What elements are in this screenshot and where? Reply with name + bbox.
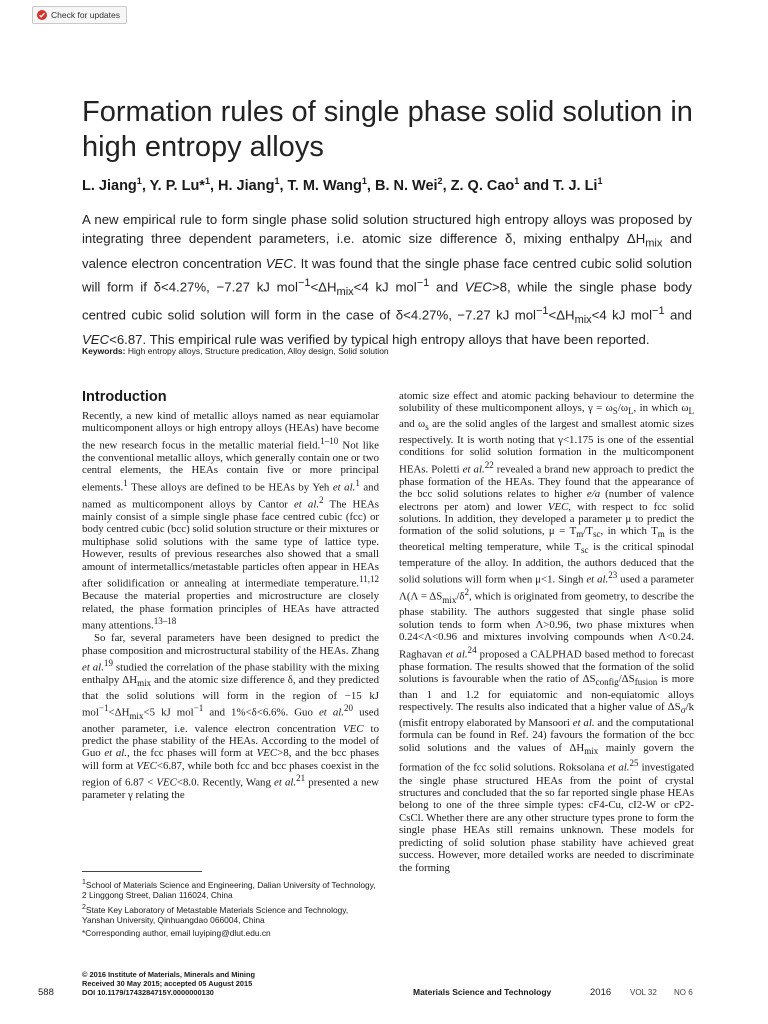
footnote-corresponding-author: *Corresponding author, email luyiping@dlut.edu.cn: [82, 928, 271, 939]
keywords-text: High entropy alloys, Structure predication, Alloy design, Solid solution: [127, 346, 389, 356]
author-name: L. Jiang: [82, 177, 137, 194]
body-column-right: [399, 390, 694, 874]
abstract: A new empirical rule to form single phase solid solution structured high entropy alloys was proposed by integrating three dependent parameters, i.e. atomic size difference δ, mixing enthalpy $\Delta H_{mix}$ and valence electron concentration VEC. It was found that the single phase face centred cubic solid solution will form if δ<4.27%, −7.27 kJ $mol^{-1}<\Delta H_{mix}<4$ kJ mol$^{-1}$ and VEC>8, while the single phase body centred cubic solid solution will form in the case of δ<4.27%, −7.27 kJ $mol^{-1}<\Delta H_{mix}<4$ kJ mol$^{-1}$ and VEC<6.87. This empirical rule was verified by typical high entropy alloys that have been reported.: [82, 212, 693, 348]
section-heading-introduction: Introduction: [82, 389, 167, 405]
author-affiliation-mark: 1: [204, 176, 210, 186]
author-affiliation-mark: 2: [437, 176, 443, 186]
check-for-updates-label: Check for updates: [51, 10, 120, 20]
publication-info: [82, 970, 402, 998]
journal-volume: VOL 32: [630, 988, 657, 997]
author-affiliation-mark: 1: [514, 176, 520, 186]
author-list: L. Jiang$^1$, Y. P. Lu*$^1$, H. Jiang$^1$, T. M. Wang$^1$, B. N. Wei$^2$, Z. Q. Cao$^1$ and T. J. Li$^1$: [82, 176, 603, 194]
check-for-updates-badge[interactable]: [32, 6, 127, 24]
update-check-icon: [37, 10, 47, 20]
author-affiliation-mark: 1: [361, 176, 367, 186]
body-paragraph: atomic size effect and atomic packing behaviour to determine the solubility of these multicomponent alloys, $\gamma = \omega_S/\omega_L$, in which $\omega_L$ and $\omega_s$ are the solid angles of the largest and smallest atomic sizes respectively. It is worth noting that γ<1.175 is one of the essential conditions for solid solution formation in the multicomponent HEAs. Poletti et al.$^{22}$ revealed a brand new approach to predict the phase formation of the HEAs. They found that the appearance of the bcc solid solutions relates to higher e/a (number of valence electrons per atom) and lower VEC, with respect to fcc solid solutions. In addition, they developed a parameter μ to predict the formation of the solid solutions, $\mu = T_m/T_{sc}$, in which $T_m$ is the theoretical melting temperature, while $T_{sc}$ is the critical spinodal temperature of the alloy. In addition, the authors deduced that the solid solutions will form when μ<1. Singh et al.$^{23}$ used a parameter $\Lambda(\Lambda = \Delta S_{mix}/\delta^2$, which is originated from geometry, to describe the phase stability. The authors suggested that single phase solid solution tends to form when Λ>0.96, two phase mixtures when 0.24<Λ<0.96 and mixtures involving compounds when Λ<0.24. Raghavan et al.$^{24}$ proposed a CALPHAD based method to forecast phase formation. The results showed that the formation of the solid solutions is favourable when the ratio of $\Delta S_{config}/\Delta S_{fusion}$ is more than 1 and 1.2 for equiatomic and non-equiatomic alloys respectively. The results also indicated that a higher value of $\Delta S_\sigma/k$ (misfit entropy elaborated by Mansoori et al. and the computational formula can be found in Ref. 24) favours the formation of the bcc solid solutions and the values of $\Delta H_{mix}$ mainly govern the formation of the fcc solid solutions. Roksolana et al.$^{25}$ investigated the single phase structured HEAs from the point of crystal structures and concluded that the so far reported single phase HEAs belong to one of the three simple types: cF4-Cu, cI2-W or cP2-CsCl. Whether there are any other structure types prone to form the single phase HEAs still remains unknown. These models for predicting of solid solution phase stability have achieved great success. However, more detailed works are needed to discriminate the forming: [399, 390, 695, 874]
paper-title: Formation rules of single phase solid solution in high entropy alloys: [82, 96, 693, 163]
author-name: Z. Q. Cao: [450, 177, 515, 194]
author-name: T. M. Wang: [287, 177, 362, 194]
doi-line[interactable]: DOI 10.1179/1743284715Y.0000000130: [82, 988, 214, 998]
footnote-affiliation-1: $^1$School of Materials Science and Engineering, Dalian University of Technology, 2 Linggong Street, Dalian 116024, China: [82, 879, 376, 900]
author-name: T. J. Li: [553, 177, 598, 194]
affiliation-footnotes: [82, 878, 382, 942]
keywords-line: [82, 346, 692, 356]
page-number: 588: [38, 987, 54, 998]
copyright-line: © 2016 Institute of Materials, Minerals and Mining: [82, 970, 256, 979]
keywords-label: Keywords:: [82, 346, 126, 356]
author-affiliation-mark: 1: [136, 176, 142, 186]
author-name: B. N. Wei: [374, 177, 438, 194]
footnote-affiliation-2: $^2$State Key Laboratory of Metastable Materials Science and Technology, Yanshan University, Qinhuangdao 066004, China: [82, 904, 349, 926]
body-column-left: [82, 410, 379, 802]
footnote-divider: [82, 871, 202, 872]
author-affiliation-mark: 1: [597, 176, 603, 186]
author-name: H. Jiang: [218, 177, 275, 194]
journal-year: 2016: [590, 987, 612, 998]
author-affiliation-mark: 1: [274, 176, 280, 186]
body-paragraph: So far, several parameters have been designed to predict the phase composition and microstructural stability of the HEAs. Zhang et al.$^{19}$ studied the correlation of the phase stability with the mixing enthalpy $\Delta H_{mix}$ and the atomic size difference δ, and they predicted that the solid solutions will form in the region of −15 kJ $mol^{-1}<\Delta H_{mix}<5$ kJ mol$^{-1}$ and 1%<δ<6.6%. Guo et al.$^{20}$ used another parameter, i.e. valence electron concentration VEC to predict the phase stability of the HEAs. According to the model of Guo et al., the fcc phases will form at VEC>8, and the bcc phases will form at VEC<6.87, while both fcc and bcc phases coexist in the region of 6.87 < VEC<8.0. Recently, Wang et al.$^{21}$ presented a new parameter γ relating the: [82, 632, 380, 802]
journal-name: Materials Science and Technology: [413, 987, 552, 997]
received-line: Received 30 May 2015; accepted 05 August 2015: [82, 979, 253, 989]
author-name: Y. P. Lu*: [149, 177, 205, 194]
body-paragraph: Recently, a new kind of metallic alloys named as near equiamolar multicomponent alloys or high entropy alloys (HEAs) have become the new research focus in the metallic material field.$^{1-10}$ Not like the conventional metallic alloys, which generally contain one or two central elements, the HEAs contain five or more principal elements.$^1$ These alloys are defined to be HEAs by Yeh et al.$^1$ and named as multicomponent alloys by Cantor et al.$^2$ The HEAs mainly consist of a simple single phase face centred cubic (fcc) or body centred cubic (bcc) solid solution structure or their mixtures or multiphase solid solutions with the same type of lattice type. However, results of previous researches also showed that a small amount of intermetallics/metastable particles often appear in HEAs after solidification or annealing at intermediate temperature.$^{11,12}$ Because the material properties and microstructure are closely related, the phase formation principles of HEAs have attracted many attentions.$^{13-18}$: [82, 410, 379, 632]
journal-issue: NO 6: [674, 988, 693, 997]
